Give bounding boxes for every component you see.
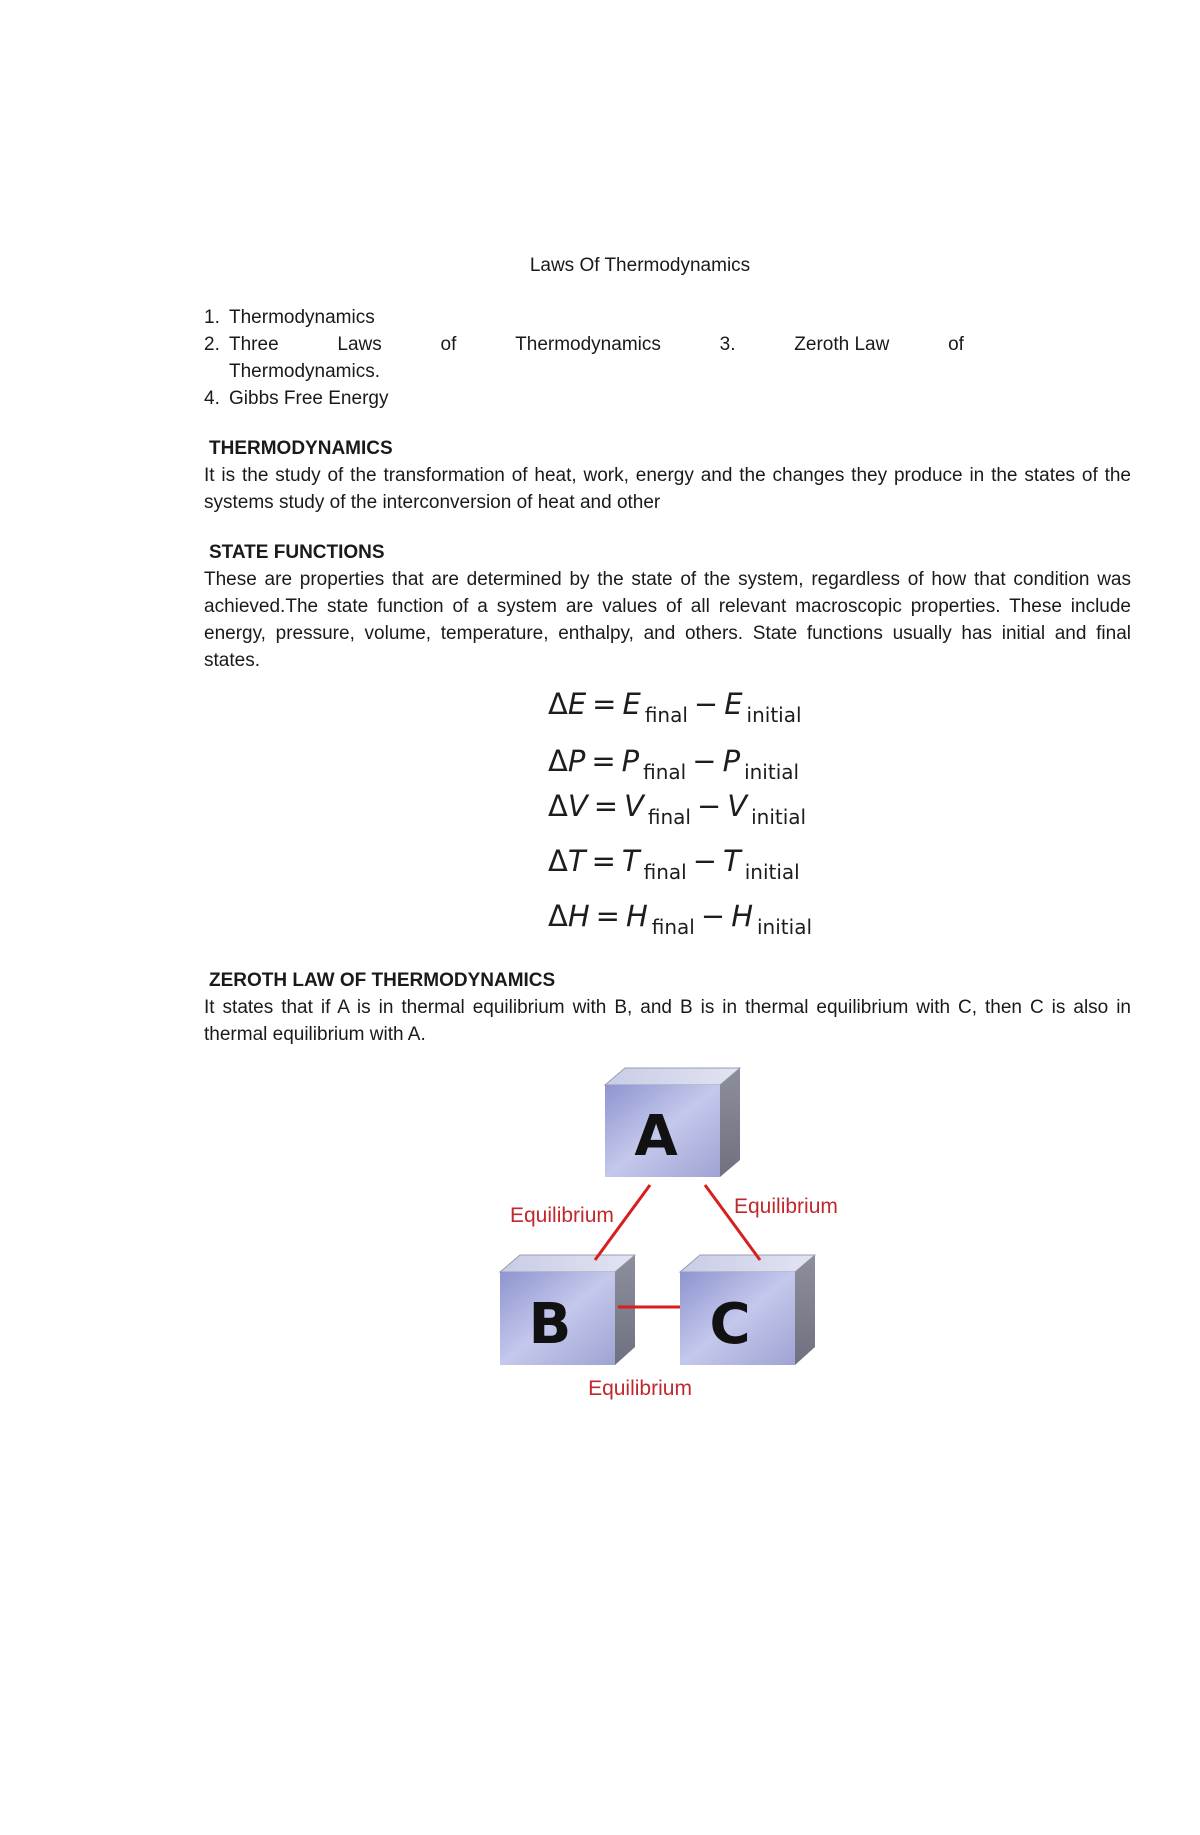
equilibrium-label-left: Equilibrium: [510, 1204, 614, 1227]
zeroth-law-diagram: [490, 1045, 850, 1405]
toc-item-continuation: Thermodynamics.: [229, 361, 380, 382]
cube-c-label: C: [709, 1292, 751, 1357]
section-heading-zeroth-law: ZEROTH LAW OF THERMODYNAMICS: [209, 970, 556, 991]
paragraph-zeroth-law: It states that if A is in thermal equilibrium with B, and B is in thermal equilibrium with C, then C is also in thermal equilibrium with A.: [204, 997, 1131, 1045]
equation-volume: ΔV = V $_{final}$ − V $_{initial}$: [548, 789, 807, 829]
cube-b-label: B: [528, 1292, 572, 1357]
cube-b: [500, 1255, 635, 1365]
cube-c: [680, 1255, 815, 1365]
cube-a-label: A: [634, 1104, 678, 1169]
toc-item: 4. Gibbs Free Energy: [204, 388, 389, 409]
equation-energy: ΔE = E $_{final}$ − E $_{initial}$: [548, 687, 802, 727]
section-heading-state-functions: STATE FUNCTIONS: [209, 542, 385, 563]
equilibrium-label-bottom: Equilibrium: [588, 1377, 692, 1400]
table-of-contents: [204, 304, 1134, 412]
equation-temperature: ΔT = T $_{final}$ − T $_{initial}$: [548, 844, 800, 884]
paragraph-state-functions: These are properties that are determined by the state of the system, regardless of how that condition was achieved.The state function of a system are values of all relevant macroscopic properties. These include energy, pressure, volume, temperature, enthalpy, and others. State functions usually has initial and final states.: [204, 569, 1131, 671]
equilibrium-label-right: Equilibrium: [734, 1195, 838, 1218]
cube-a: [605, 1068, 740, 1177]
section-heading-thermodynamics: THERMODYNAMICS: [209, 438, 393, 459]
equilibrium-diagram-svg: [490, 1045, 850, 1405]
paragraph-thermodynamics: It is the study of the transformation of heat, work, energy and the changes they produce in the states of the systems study of the interconversion of heat and other: [204, 465, 1131, 513]
toc-item: 2. Three Laws of Thermodynamics 3. Zeroth Law of: [204, 334, 964, 355]
document-title: Laws Of Thermodynamics: [529, 255, 751, 276]
equation-pressure: ΔP = P $_{final}$ − P $_{initial}$: [548, 744, 800, 784]
toc-item: 1. Thermodynamics: [204, 307, 375, 328]
equation-enthalpy: ΔH = H $_{final}$ − H $_{initial}$: [548, 899, 812, 939]
